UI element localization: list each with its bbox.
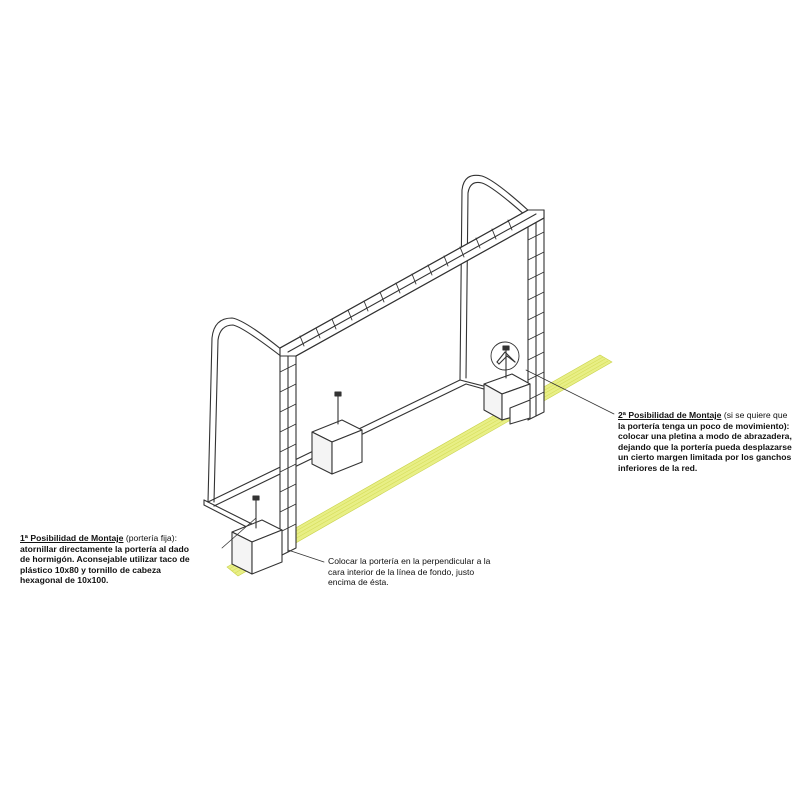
left-concrete-block [232,520,282,574]
note-fixed-mount-line: plástico 10x80 y tornillo de cabeza [20,564,161,575]
note-movable-mount-line: colocar una pletina a modo de abrazadera, [618,431,792,442]
note-fixed-mount-paren: (portería fija): [123,533,177,543]
note-fixed-mount-line: hexagonal de 10x100. [20,575,109,586]
note-movable-mount [618,410,800,474]
crossbar [280,210,544,356]
note-movable-mount-paren: (si se quiere que [721,410,788,420]
middle-bolt [335,392,341,424]
note-placement-line: cara interior de la línea de fondo, justo [328,566,475,577]
right-bolt [503,346,509,378]
note-fixed-mount [20,533,220,586]
left-side-frame [208,318,282,502]
middle-concrete-block [312,420,362,474]
right-concrete-block [484,374,530,424]
note-movable-mount-line: inferiores de la red. [618,462,698,473]
note-placement [328,556,518,588]
note-movable-mount-line: la portería tenga un poco de movimiento): [618,420,790,431]
note-movable-mount-line: un cierto margen limitada por los ganchos [618,452,792,463]
right-side-frame [460,175,530,380]
note-placement-line: encima de ésta. [328,577,389,588]
note-fixed-mount-heading: 1ª Posibilidad de Montaje [20,533,124,543]
note-fixed-mount-line: de hormigón. Aconsejable utilizar taco de [20,554,190,565]
note-placement-line: Colocar la portería en la perpendicular a la [328,556,491,566]
note-movable-mount-heading: 2ª Posibilidad de Montaje [618,410,722,420]
note-fixed-mount-line: atornillar directamente la portería al dado [20,543,190,554]
note-movable-mount-line: dejando que la portería pueda desplazarse [618,441,792,452]
